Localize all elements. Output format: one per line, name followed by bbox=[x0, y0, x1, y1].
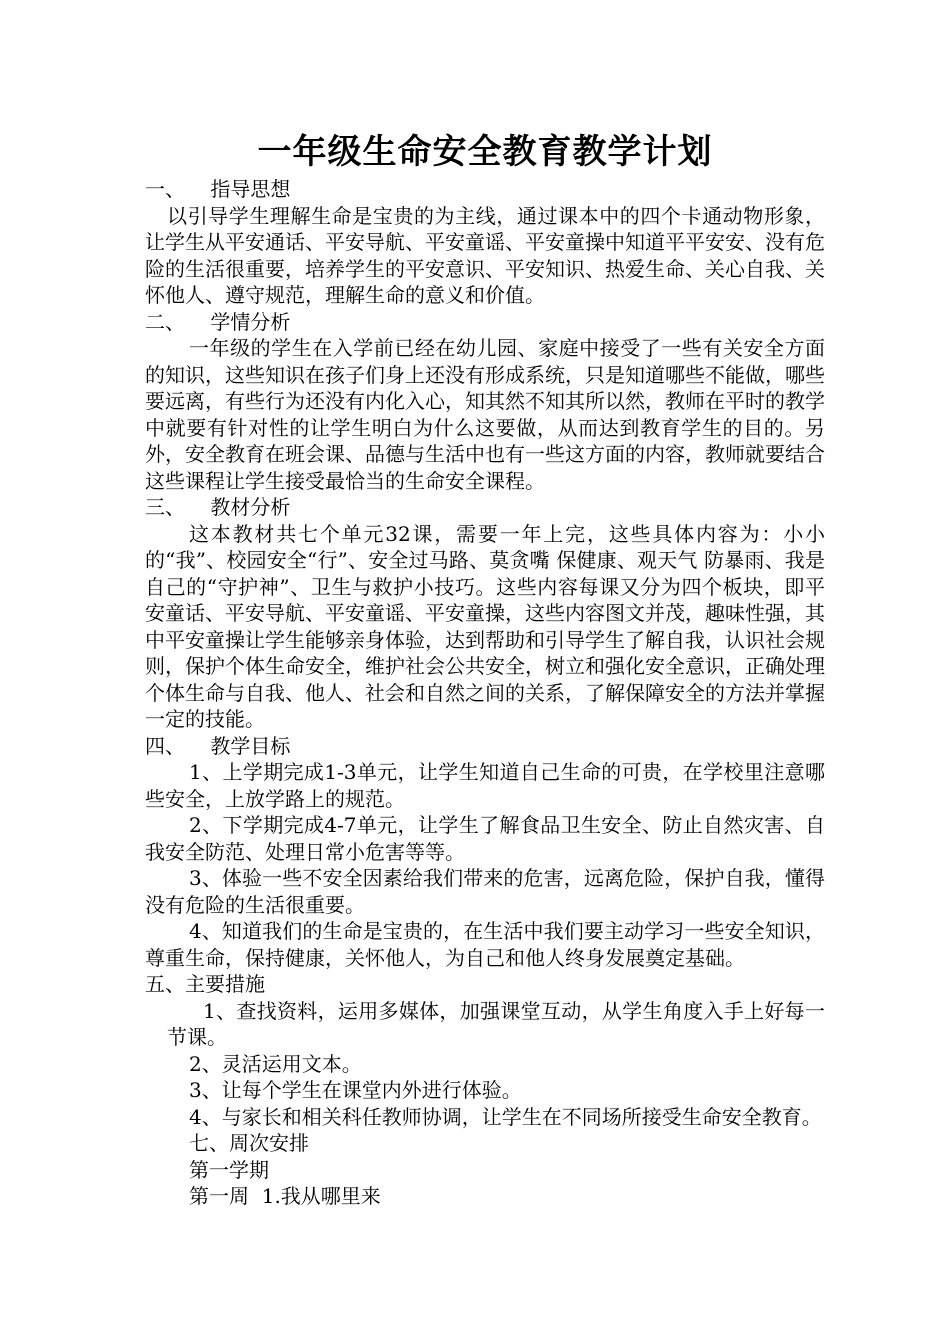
measure-item: 3、让每个学生在课堂内外进行体验。 bbox=[189, 1078, 522, 1102]
section-body-student-analysis: 一年级的学生在入学前已经在幼儿园、家庭中接受了一些有关安全方面的知识，这些知识在孩子们身上还没有形成系统，只是知道哪些不能做，哪些要远离，有些行为还没有内化入心，知其然不知其所以然，教师在平时的教学中就要有针对性的让学生明白为什么这要做，从而达到教育学生的目的。另外，安全教育在班会课、品德与生活中也有一些这方面的内容，教师就要结合这些课程让学生接受最恰当的生命安全课程。 bbox=[145, 336, 825, 493]
teaching-goal-item: 1、上学期完成1-3单元，让学生知道自己生命的可贵，在学校里注意哪些安全，上放学路上的规范。 bbox=[145, 760, 825, 811]
section-heading-weekly-schedule: 七、周次安排 bbox=[189, 1131, 309, 1155]
document-title: 一年级生命安全教育教学计划 bbox=[257, 132, 713, 172]
section-body-textbook-analysis: 这本教材共七个单元32课，需要一年上完，这些具体内容为：小小的“我”、校园安全“行”、安全过马路、莫贪嘴 保健康、观天气 防暴雨、我是自己的“守护神”、卫生与救护小技巧。这些内容每课又分为四个板块，即平安童话、平安导航、平安童谣、平安童操，这些内容图文并茂，趣味性强，其中平安童操让学生能够亲身体验，达到帮助和引导学生了解自我，认识社会规则，保护个体生命安全，维护社会公共安全，树立和强化安全意识，正确处理个体生命与自我、他人、社会和自然之间的关系，了解保障安全的方法并掌握一定的技能。 bbox=[145, 521, 825, 731]
teaching-goal-item: 4、知道我们的生命是宝贵的，在生活中我们要主动学习一些安全知识，尊重生命，保持健康，关怀他人，为自己和他人终身发展奠定基础。 bbox=[145, 919, 825, 970]
section-heading-main-measures: 五、主要措施 bbox=[145, 972, 265, 996]
section-heading-student-analysis: 二、 学情分析 bbox=[145, 309, 291, 334]
measure-item: 1、查找资料，运用多媒体，加强课堂互动，从学生角度入手上好每一节课。 bbox=[167, 998, 825, 1049]
section-heading-textbook-analysis: 三、 教材分析 bbox=[145, 495, 291, 519]
section-body-guiding-thought: 以引导学生理解生命是宝贵的为主线，通过课本中的四个卡通动物形象，让学生从平安通话、平安导航、平安童谣、平安童操中知道平平安安、没有危险的生活很重要，培养学生的平安意识、平安知识、热爱生命、关心自我、关怀他人、遵守规范，理解生命的意义和价值。 bbox=[145, 203, 825, 307]
document-page bbox=[145, 128, 825, 1210]
measure-item: 4、与家长和相关科任教师协调，让学生在不同场所接受生命安全教育。 bbox=[189, 1104, 822, 1129]
schedule-term-label: 第一学期 bbox=[189, 1157, 269, 1182]
measure-item: 2、灵活运用文本。 bbox=[189, 1051, 362, 1076]
schedule-week-item: 第一周 1.我从哪里来 bbox=[189, 1184, 381, 1208]
teaching-goal-item: 3、体验一些不安全因素给我们带来的危害，远离危险，保护自我，懂得没有危险的生活很重要。 bbox=[145, 866, 825, 917]
teaching-goal-item: 2、下学期完成4-7单元，让学生了解食品卫生安全、防止自然灾害、自我安全防范、处理日常小危害等等。 bbox=[145, 813, 825, 864]
section-heading-guiding-thought: 一、 指导思想 bbox=[145, 177, 291, 201]
section-heading-teaching-goals: 四、 教学目标 bbox=[145, 733, 291, 758]
